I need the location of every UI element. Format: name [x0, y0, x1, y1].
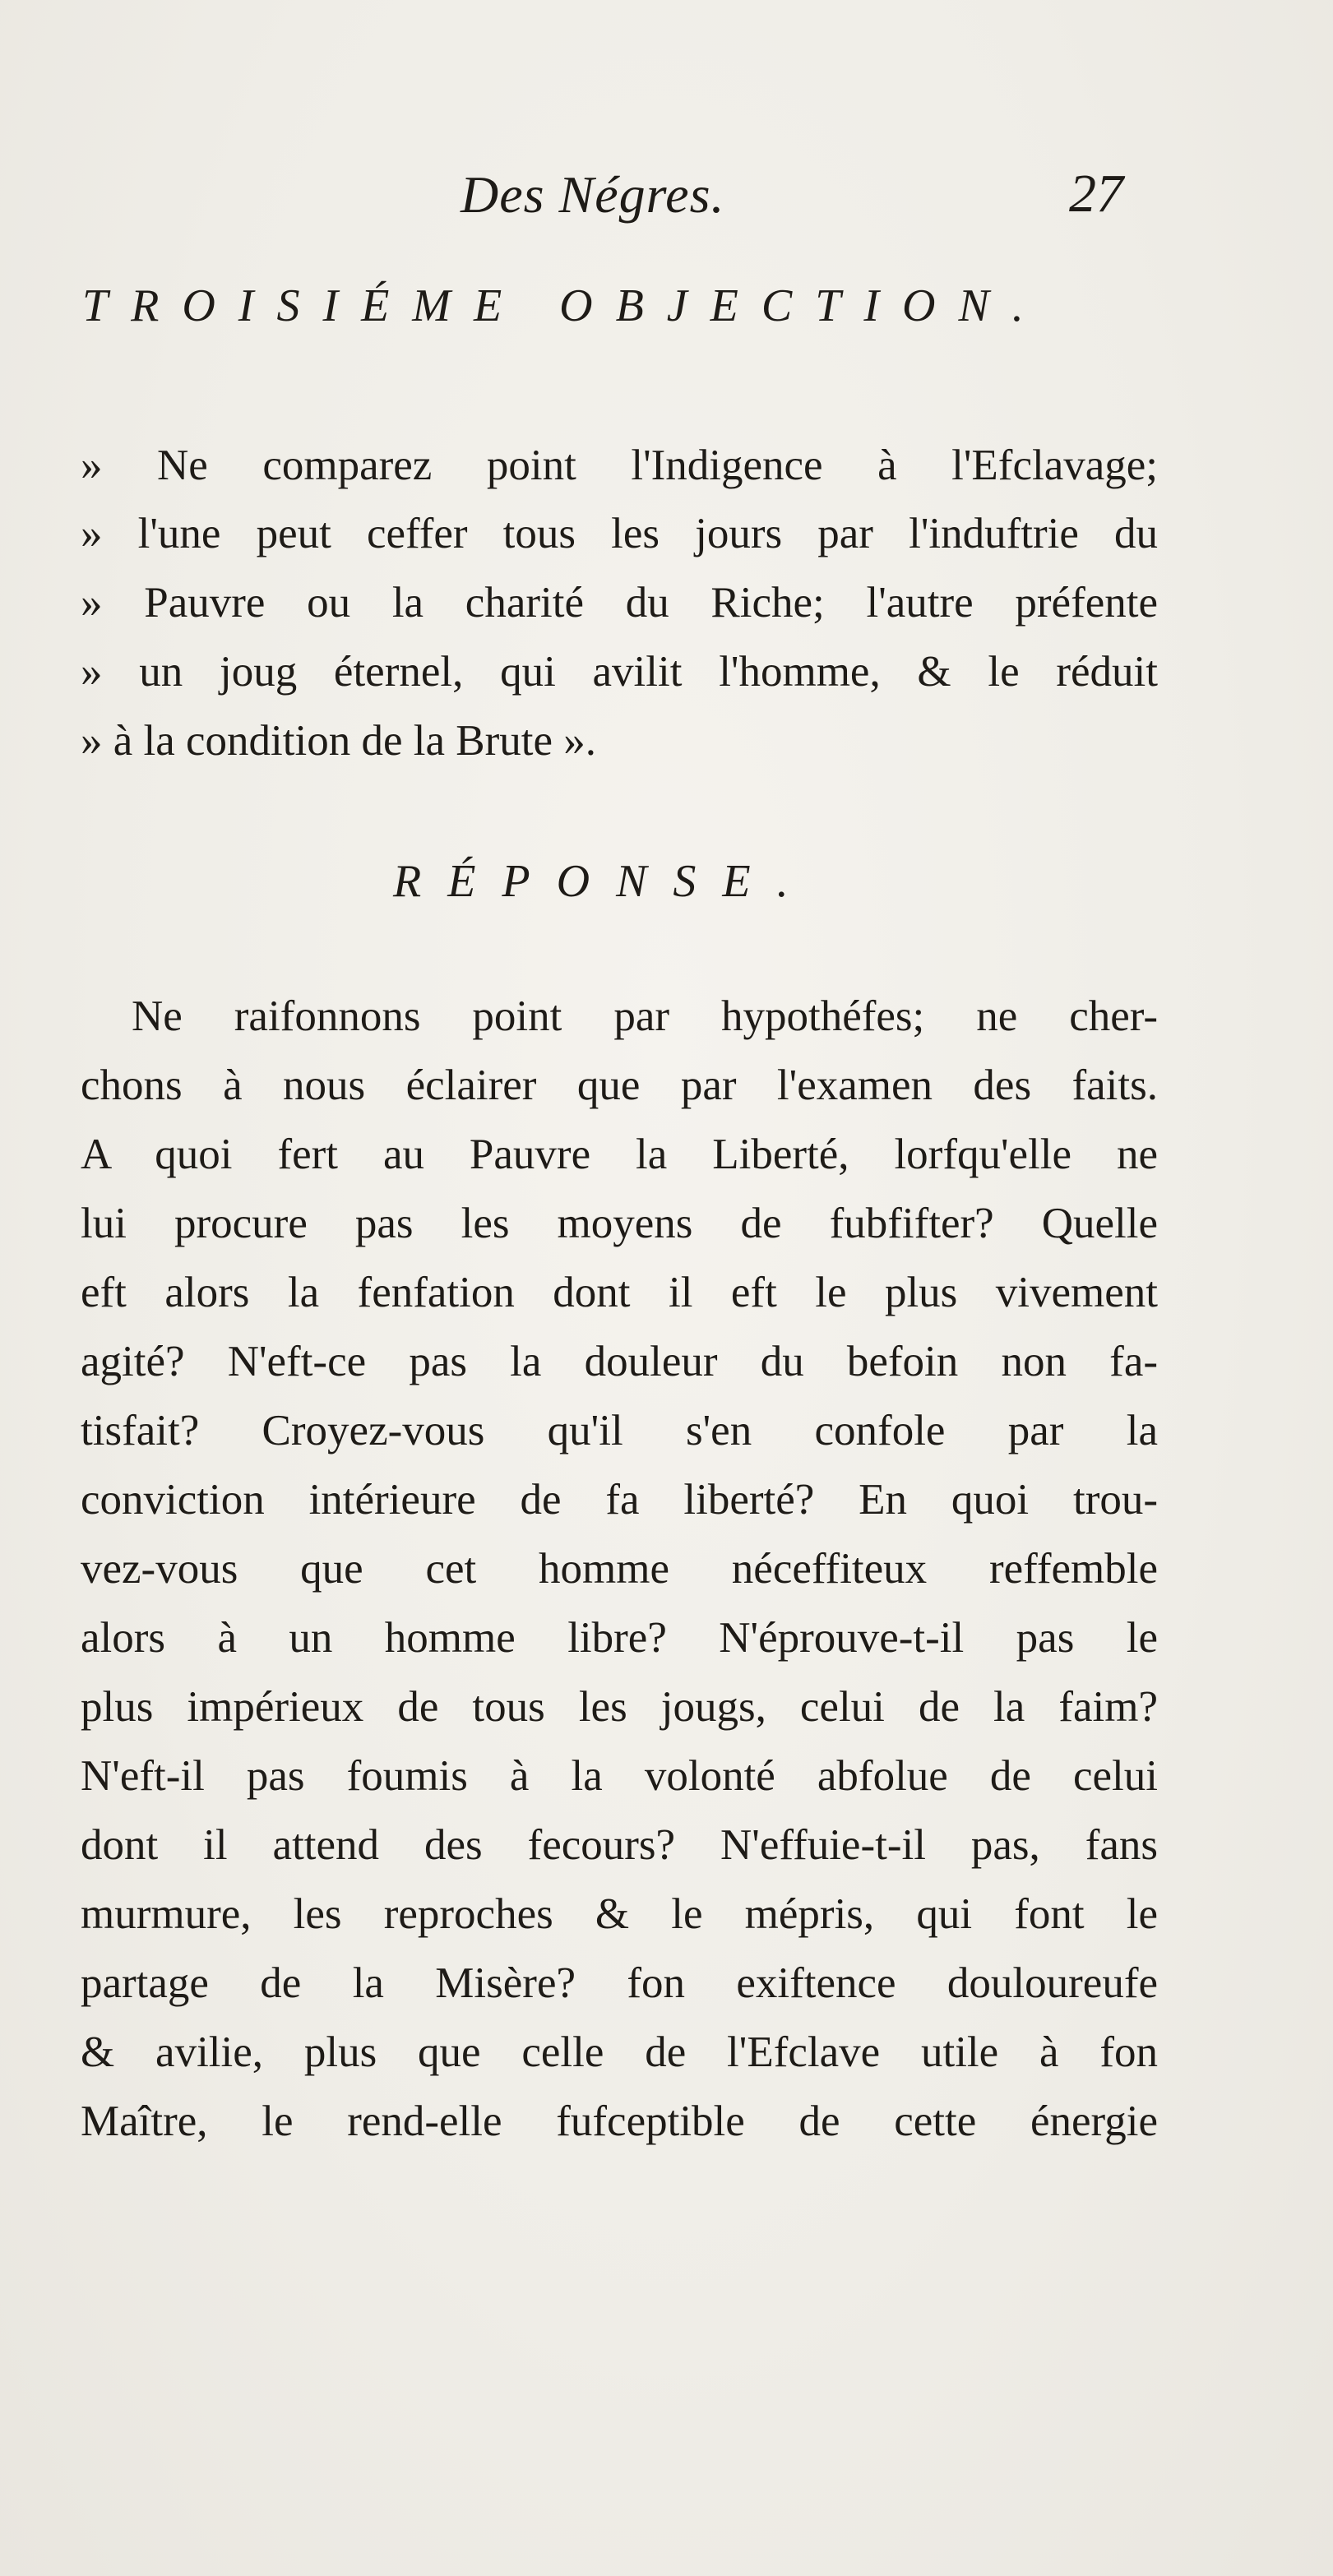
text-line: lui procure pas les moyens de fubfifter? Quelle: [81, 1200, 1158, 1247]
text-line: » Ne comparez point l'Indigence à l'Efclavage;: [81, 442, 1158, 489]
running-head: Des Négres.: [461, 165, 725, 224]
text-line: » l'une peut ceffer tous les jours par l'induftrie du: [81, 510, 1158, 557]
text-line: chons à nous éclairer que par l'examen des faits.: [81, 1061, 1158, 1109]
page-number: 27: [1069, 164, 1123, 224]
text-line: dont il attend des fecours? N'effuie-t-il pas, fans: [81, 1821, 1158, 1869]
text-line: agité? N'eft-ce pas la douleur du befoin non fa-: [81, 1338, 1158, 1385]
text-line: N'eft-il pas foumis à la volonté abfolue de celui: [81, 1752, 1158, 1800]
section-heading-reponse: RÉPONSE.: [393, 856, 815, 907]
text-line: eft alors la fenfation dont il eft le plus vivement: [81, 1269, 1158, 1316]
text-line: A quoi fert au Pauvre la Liberté, lorfqu'elle ne: [81, 1131, 1158, 1178]
text-line: Maître, le rend-elle fufceptible de cette énergie: [81, 2097, 1158, 2145]
text-line: & avilie, plus que celle de l'Efclave utile à fon: [81, 2028, 1158, 2076]
text-line: partage de la Misère? fon exiftence douloureufe: [81, 1959, 1158, 2007]
text-line: vez-vous que cet homme néceffiteux reffemble: [81, 1545, 1158, 1593]
section-heading-objection: TROISIÉME OBJECTION.: [82, 280, 1047, 331]
text-line: » Pauvre ou la charité du Riche; l'autre préfente: [81, 579, 1158, 627]
text-line: conviction intérieure de fa liberté? En quoi trou-: [81, 1476, 1158, 1524]
text-line: » à la condition de la Brute ».: [81, 717, 596, 765]
text-line: Ne raifonnons point par hypothéfes; ne cher-: [132, 992, 1158, 1040]
text-line: plus impérieux de tous les jougs, celui de la faim?: [81, 1683, 1158, 1731]
text-line: tisfait? Croyez-vous qu'il s'en confole par la: [81, 1407, 1158, 1454]
text-line: alors à un homme libre? N'éprouve-t-il pas le: [81, 1614, 1158, 1662]
text-line: » un joug éternel, qui avilit l'homme, & le réduit: [81, 648, 1158, 696]
text-line: murmure, les reproches & le mépris, qui font le: [81, 1890, 1158, 1938]
